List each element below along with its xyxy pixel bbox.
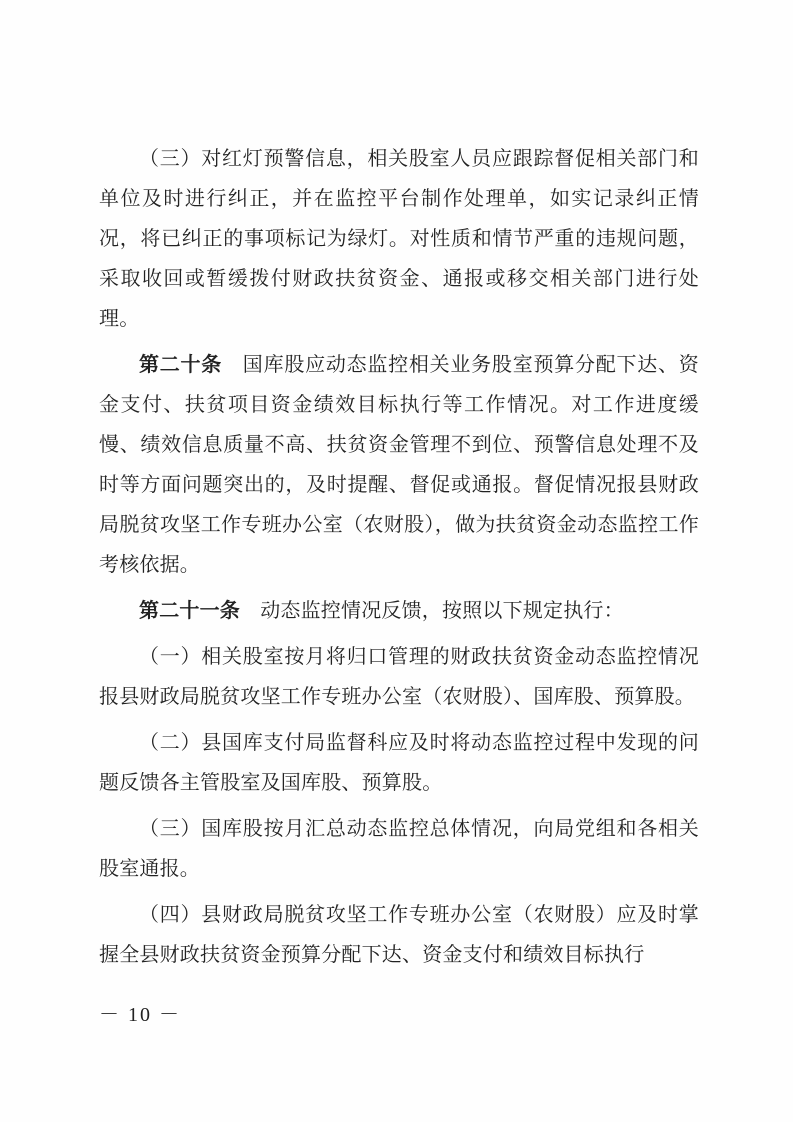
paragraph-item-4 xyxy=(99,894,699,974)
paragraph-text: 国库股应动态监控相关业务股室预算分配下达、资金支付、扶贫项目资金绩效目标执行等工作情况。对工作进度缓慢、绩效信息质量不高、扶贫资金管理不到位、预警信息处理不及时等方面问题突出的，及时提醒、督促或通报。督促情况报县财政局脱贫攻坚工作专班办公室（农财股），做为扶贫资金动态监控工作考核依据。 xyxy=(99,352,699,576)
paragraph-item-3 xyxy=(99,808,699,888)
paragraph-red-light-handling xyxy=(99,138,699,338)
body-text xyxy=(99,138,699,974)
paragraph-item-1 xyxy=(99,636,699,716)
paragraph-text: （四）县财政局脱贫攻坚工作专班办公室（农财股）应及时掌握全县财政扶贫资金预算分配下达、资金支付和绩效目标执行 xyxy=(99,902,699,966)
paragraph-text: （三）国库股按月汇总动态监控总体情况，向局党组和各相关股室通报。 xyxy=(99,816,699,880)
paragraph-text: （二）县国库支付局监督科应及时将动态监控过程中发现的问题反馈各主管股室及国库股、预算股。 xyxy=(99,730,699,794)
article-heading: 第二十一条 xyxy=(139,598,240,622)
paragraph-text: （三）对红灯预警信息，相关股室人员应跟踪督促相关部门和单位及时进行纠正，并在监控平台制作处理单，如实记录纠正情况，将已纠正的事项标记为绿灯。对性质和情节严重的违规问题，采取收回或暂缓拨付财政扶贫资金、通报或移交相关部门进行处理。 xyxy=(99,146,699,330)
paragraph-article-21 xyxy=(99,590,699,630)
paragraph-text: 动态监控情况反馈，按照以下规定执行： xyxy=(240,598,624,622)
article-heading: 第二十条 xyxy=(139,352,223,376)
paragraph-article-20 xyxy=(99,344,699,584)
paragraph-item-2 xyxy=(99,722,699,802)
page-number: － 10 － xyxy=(99,1004,181,1026)
paragraph-text: （一）相关股室按月将归口管理的财政扶贫资金动态监控情况报县财政局脱贫攻坚工作专班办公室（农财股）、国库股、预算股。 xyxy=(99,644,699,708)
